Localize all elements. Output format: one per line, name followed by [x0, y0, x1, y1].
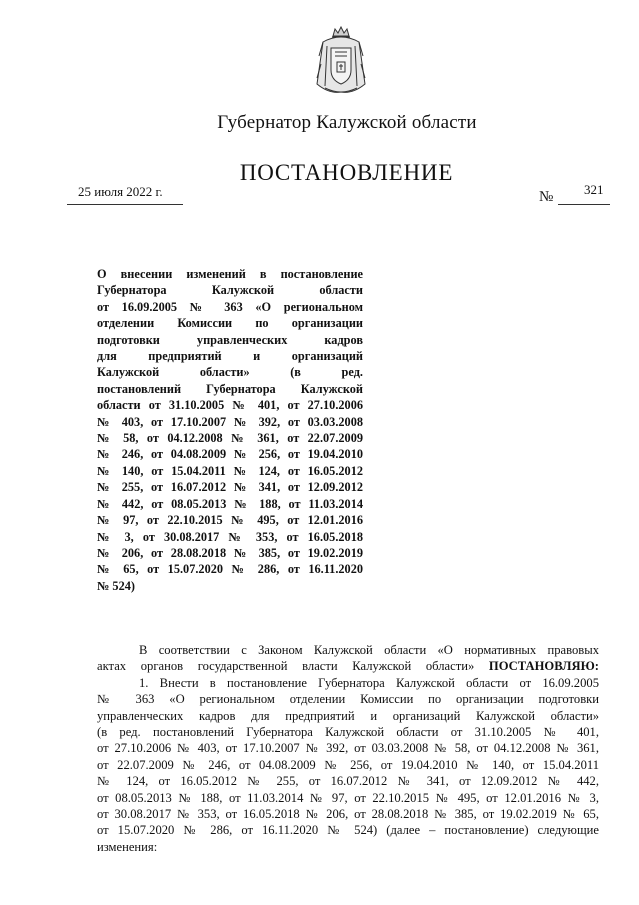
subject-line: № 58, от 04.12.2008 № 361, от 22.07.2009	[97, 431, 363, 446]
document-body	[97, 642, 599, 855]
number-underline	[558, 204, 610, 205]
item-1-line: от 27.10.2006 № 403, от 17.10.2007 № 392, от 03.03.2008 № 58, от 04.12.2008 № 361,	[97, 741, 599, 756]
item-1-line: № 124, от 16.05.2012 № 255, от 16.07.2012 № 341, от 12.09.2012 № 442,	[97, 774, 599, 789]
subject-line: № 246, от 04.08.2009 № 256, от 19.04.2010	[97, 447, 363, 462]
subject-line: Губернатора Калужской области	[97, 283, 363, 298]
document-type-text: ПОСТАНОВЛЕНИЕ	[239, 160, 454, 185]
item-1-line: от 08.05.2013 № 188, от 11.03.2014 № 97, от 22.10.2015 № 495, от 12.01.2016 № 3,	[97, 790, 599, 805]
subject-line: О внесении изменений в постановление	[97, 267, 363, 281]
resolve-word: ПОСТАНОВЛЯЮ:	[488, 659, 599, 674]
subject-line: Калужской области» (в ред.	[97, 365, 363, 380]
issuer-title	[0, 112, 639, 134]
subject-line: № 403, от 17.10.2007 № 392, от 03.03.2008	[97, 414, 363, 429]
subject-line: области от 31.10.2005 № 401, от 27.10.2006	[97, 398, 363, 413]
subject-line: № 97, от 22.10.2015 № 495, от 12.01.2016	[97, 513, 363, 528]
document-date: 25 июля 2022 г.	[78, 184, 163, 199]
item-1-line: № 363 «О региональном отделении Комиссии по организации подготовки	[97, 692, 599, 707]
subject-line: № 3, от 30.08.2017 № 353, от 16.05.2018	[97, 529, 363, 544]
subject-line: № 206, от 28.08.2018 № 385, от 19.02.2019	[97, 545, 363, 560]
subject-line: № 140, от 15.04.2011 № 124, от 16.05.2012	[97, 463, 363, 478]
item-1-line: от 15.07.2020 № 286, от 16.11.2020 № 524) (далее – постановление) следующие	[97, 823, 599, 838]
item-1-line: (в ред. постановлений Губернатора Калужской области от 31.10.2005 № 401,	[97, 725, 599, 740]
subject-line: постановлений Губернатора Калужской	[97, 381, 363, 396]
item-1-line: от 22.07.2009 № 246, от 04.08.2009 № 256, от 19.04.2010 № 140, от 15.04.2011	[97, 757, 599, 772]
item-1-line: от 30.08.2017 № 353, от 16.05.2018 № 206, от 28.08.2018 № 385, от 19.02.2019 № 65,	[97, 807, 599, 822]
intro-line: В соответствии с Законом Калужской области «О нормативных правовых	[139, 643, 599, 657]
subject-line: от 16.09.2005 № 363 «О региональном	[97, 299, 363, 314]
date-underline	[67, 204, 183, 205]
intro-line-with-resolve	[97, 658, 599, 674]
issuer-text: Губернатор Калужской области	[217, 112, 477, 133]
number-sign: №	[539, 189, 554, 205]
document-type-title	[0, 160, 639, 186]
intro-line-text: актах органов государственной власти Калужской области»	[97, 659, 475, 674]
subject-line: подготовки управленческих кадров	[97, 332, 363, 347]
document-number: 321	[584, 182, 604, 197]
coat-of-arms-emblem	[313, 26, 369, 96]
subject-line: № 65, от 15.07.2020 № 286, от 16.11.2020	[97, 562, 363, 577]
subject-line: отделении Комиссии по организации	[97, 316, 363, 331]
subject-line: № 524)	[97, 578, 135, 593]
subject-line: для предприятий и организаций	[97, 349, 363, 364]
subject-line: № 442, от 08.05.2013 № 188, от 11.03.2014	[97, 496, 363, 511]
item-1-line: изменения:	[97, 839, 158, 854]
subject-line: № 255, от 16.07.2012 № 341, от 12.09.2012	[97, 480, 363, 495]
item-1-line: управленческих кадров для предприятий и организаций Калужской области»	[97, 708, 599, 723]
item-1-line: 1. Внести в постановление Губернатора Калужской области от 16.09.2005	[139, 675, 599, 690]
subject-heading	[97, 266, 363, 594]
